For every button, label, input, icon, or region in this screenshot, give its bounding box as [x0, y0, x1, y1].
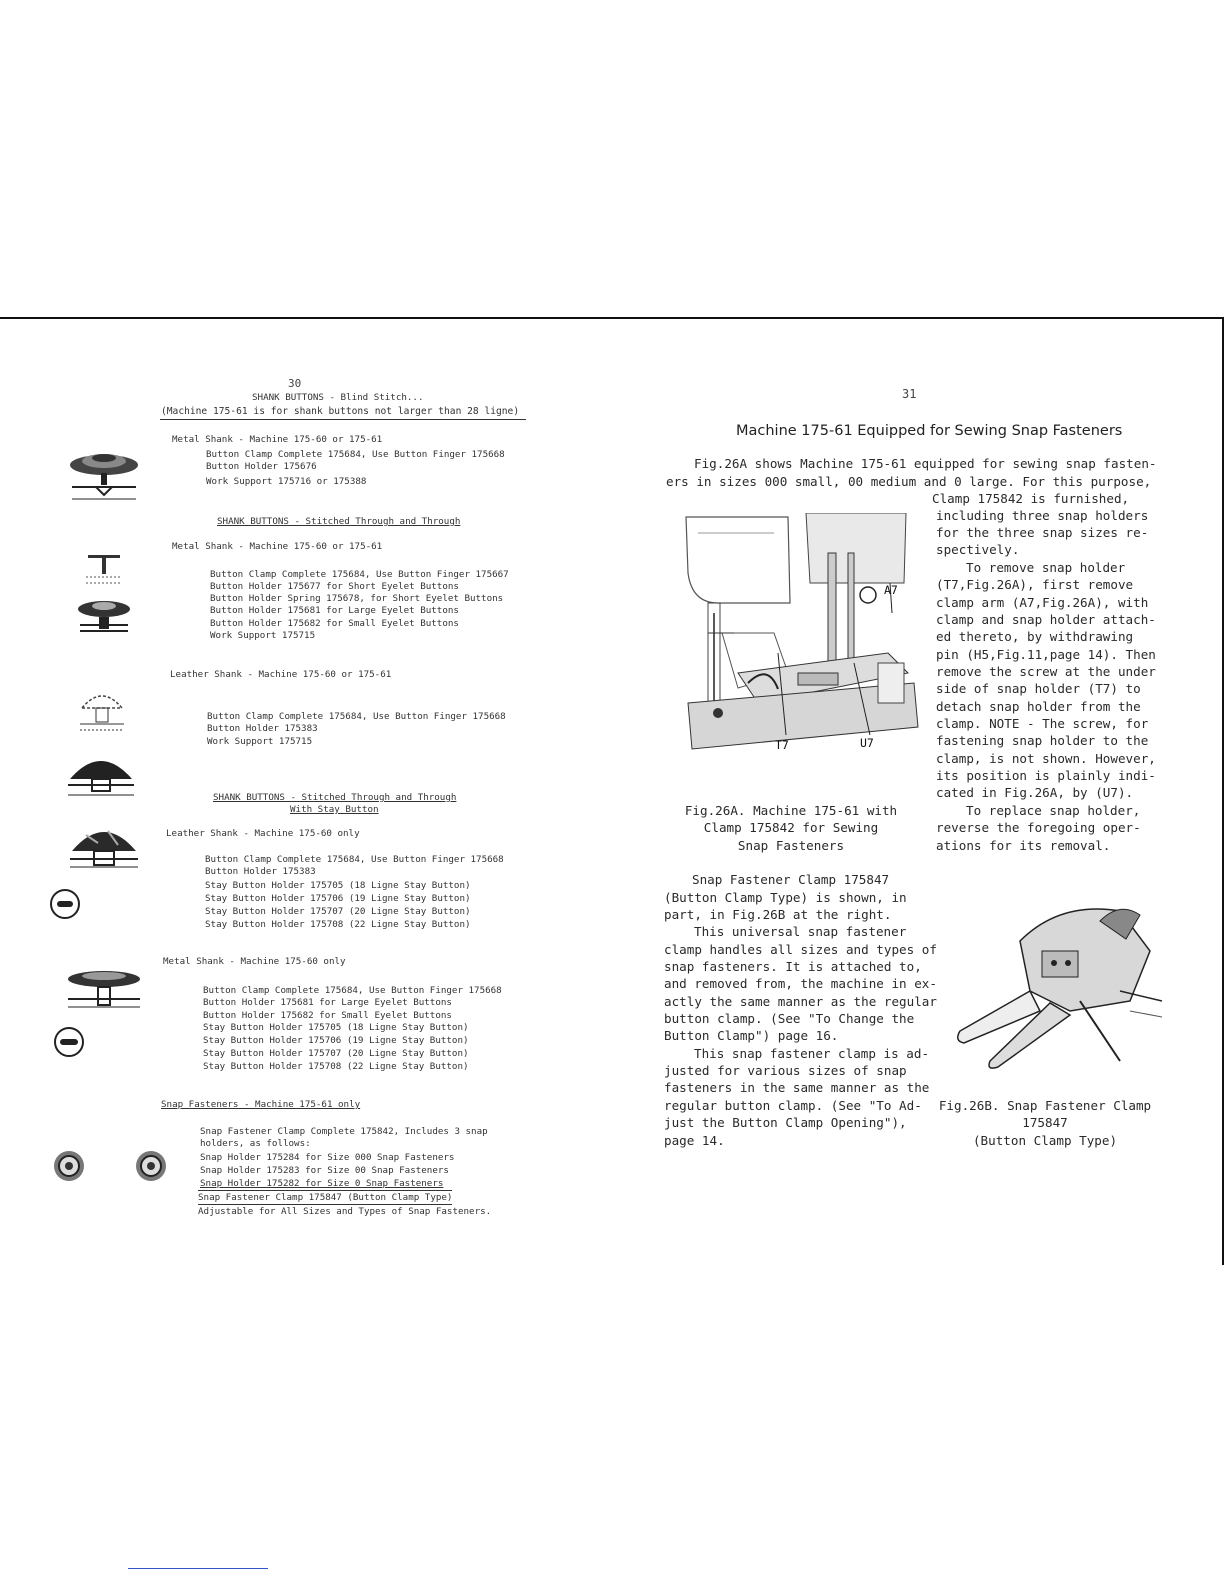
stay-button-icon: [52, 1025, 86, 1059]
body-line: This universal snap fastener: [694, 924, 907, 939]
body-line: ers in sizes 000 small, 00 medium and 0 large. For this purpose,: [666, 474, 1152, 489]
parts-line: Stay Button Holder 175708 (22 Ligne Stay Button): [205, 919, 471, 930]
body-line: ed thereto, by withdrawing: [936, 629, 1134, 644]
parts-line: Button Clamp Complete 175684, Use Button Finger 175668: [207, 711, 506, 722]
divider: [160, 419, 526, 420]
parts-line: Button Holder 175682 for Small Eyelet Buttons: [203, 1010, 452, 1021]
body-line: pin (H5,Fig.11,page 14). Then: [936, 647, 1156, 662]
subsection-title: Snap Fasteners - Machine 175-61 only: [161, 1099, 361, 1110]
page-number: 30: [288, 377, 302, 390]
parts-line: Button Holder 175383: [205, 866, 316, 877]
parts-line: Button Holder 175677 for Short Eyelet Buttons: [210, 581, 459, 592]
footer-rule: [128, 1568, 268, 1569]
left-page: [0, 319, 610, 1265]
body-line: actly the same manner as the regular: [664, 994, 937, 1009]
metal-stay-button-icon: [64, 965, 144, 1027]
body-line: Button Clamp") page 16.: [664, 1028, 839, 1043]
parts-line: Button Clamp Complete 175684, Use Button Finger 175668: [205, 854, 504, 865]
section-heading: SHANK BUTTONS - Stitched Through and Through: [217, 516, 461, 527]
body-line: ations for its removal.: [936, 838, 1111, 853]
book-spread: [0, 317, 1224, 1265]
body-line: justed for various sizes of snap: [664, 1063, 907, 1078]
figure-label-a7: A7: [884, 583, 898, 597]
parts-line: Adjustable for All Sizes and Types of Snap Fasteners.: [198, 1206, 492, 1217]
parts-line: Work Support 175715: [210, 630, 316, 641]
body-line: clamp, is not shown. However,: [936, 751, 1156, 766]
snap-fastener-clamp-figure: [950, 891, 1164, 1077]
parts-line: Stay Button Holder 175708 (22 Ligne Stay Button): [203, 1061, 469, 1072]
figure-label-u7: U7: [860, 736, 874, 750]
body-line: Clamp 175842 is furnished,: [932, 491, 1130, 506]
body-line: remove the screw at the under: [936, 664, 1156, 679]
body-line: cated in Fig.26A, by (U7).: [936, 785, 1134, 800]
right-page: [610, 319, 1222, 1265]
body-line: regular button clamp. (See "To Ad-: [664, 1098, 922, 1113]
figure-label-t7: T7: [775, 738, 789, 752]
parts-line: Snap Holder 175283 for Size 00 Snap Fasteners: [200, 1165, 449, 1176]
body-line: page 14.: [664, 1133, 725, 1148]
metal-eyelet-button-icon: [74, 597, 134, 639]
parts-line: Button Holder 175383: [207, 723, 318, 734]
subsection-title: Metal Shank - Machine 175-60 or 175-61: [172, 541, 383, 552]
subsection-title: Leather Shank - Machine 175-60 or 175-61: [170, 669, 392, 680]
parts-line: Button Clamp Complete 175684, Use Button Finger 175668: [206, 449, 505, 460]
parts-line: Snap Holder 175284 for Size 000 Snap Fasteners: [200, 1152, 455, 1163]
figure-caption: Fig.26A. Machine 175-61 with: [684, 803, 898, 818]
parts-line: Button Clamp Complete 175684, Use Button Finger 175667: [210, 569, 509, 580]
body-line: detach snap holder from the: [936, 699, 1141, 714]
snap-fastener-icon: [134, 1149, 168, 1183]
body-line: snap fasteners. It is attached to,: [664, 959, 922, 974]
figure-caption: Clamp 175842 for Sewing: [703, 820, 879, 835]
body-line: and removed from, the machine in ex-: [664, 976, 937, 991]
body-line: clamp handles all sizes and types of: [664, 942, 937, 957]
parts-line: Stay Button Holder 175705 (18 Ligne Stay Button): [205, 880, 471, 891]
page-number: 31: [902, 387, 917, 401]
parts-line: Button Holder 175676: [206, 461, 317, 472]
leather-stay-button-icon: [68, 821, 140, 883]
subsection-title: Metal Shank - Machine 175-60 or 175-61: [172, 434, 383, 445]
metal-eyelet-button-icon: [84, 551, 124, 591]
body-line: To remove snap holder: [966, 560, 1126, 575]
page-title: Machine 175-61 Equipped for Sewing Snap Fasteners: [736, 423, 1123, 439]
body-line: part, in Fig.26B at the right.: [664, 907, 892, 922]
section-heading: With Stay Button: [290, 804, 379, 815]
body-line: clamp and snap holder attach-: [936, 612, 1156, 627]
body-line: clamp. NOTE - The screw, for: [936, 716, 1149, 731]
parts-line: Button Holder 175681 for Large Eyelet Buttons: [203, 997, 452, 1008]
body-line: fasteners in the same manner as the: [664, 1080, 930, 1095]
parts-line: Stay Button Holder 175707 (20 Ligne Stay Button): [205, 906, 471, 917]
section-note: (Machine 175-61 is for shank buttons not larger than 28 ligne): [161, 406, 520, 417]
parts-line: Button Clamp Complete 175684, Use Button Finger 175668: [203, 985, 502, 996]
metal-shank-button-icon: [66, 437, 142, 509]
parts-line: Work Support 175715: [207, 736, 313, 747]
leather-shank-button-icon: [66, 749, 136, 805]
figure-caption: Fig.26B. Snap Fastener Clamp: [938, 1098, 1152, 1113]
leather-shank-button-icon: [76, 684, 128, 742]
body-line: This snap fastener clamp is ad-: [694, 1046, 930, 1061]
subsection-title: Leather Shank - Machine 175-60 only: [166, 828, 360, 839]
subsection-title: Metal Shank - Machine 175-60 only: [163, 956, 346, 967]
parts-line: Snap Fastener Clamp 175847 (Button Clamp Type): [198, 1192, 453, 1203]
parts-line: Stay Button Holder 175706 (19 Ligne Stay Button): [203, 1035, 469, 1046]
body-line: button clamp. (See "To Change the: [664, 1011, 915, 1026]
body-line: Snap Fastener Clamp 175847: [692, 872, 890, 887]
parts-line: Button Holder Spring 175678, for Short Eyelet Buttons: [210, 593, 504, 604]
section-heading: SHANK BUTTONS - Stitched Through and Through: [213, 792, 457, 803]
body-line: just the Button Clamp Opening"),: [664, 1115, 907, 1130]
figure-caption: (Button Clamp Type): [972, 1133, 1118, 1148]
machine-175-61-figure: [678, 513, 924, 753]
body-line: (Button Clamp Type) is shown, in: [664, 890, 907, 905]
body-line: side of snap holder (T7) to: [936, 681, 1141, 696]
body-line: fastening snap holder to the: [936, 733, 1149, 748]
figure-caption: 175847: [1022, 1115, 1068, 1130]
parts-line: Work Support 175716 or 175388: [206, 476, 367, 487]
body-line: its position is plainly indi-: [936, 768, 1156, 783]
parts-line: Button Holder 175682 for Small Eyelet Buttons: [210, 618, 459, 629]
parts-line: holders, as follows:: [200, 1138, 311, 1149]
body-line: for the three snap sizes re-: [936, 525, 1149, 540]
body-line: Fig.26A shows Machine 175-61 equipped for sewing snap fasten-: [694, 456, 1157, 471]
stay-button-icon: [48, 887, 82, 921]
body-line: clamp arm (A7,Fig.26A), with: [936, 595, 1149, 610]
body-line: including three snap holders: [936, 508, 1149, 523]
body-line: reverse the foregoing oper-: [936, 820, 1141, 835]
figure-caption: Snap Fasteners: [737, 838, 845, 853]
body-line: (T7,Fig.26A), first remove: [936, 577, 1134, 592]
parts-line: Button Holder 175681 for Large Eyelet Buttons: [210, 605, 459, 616]
body-line: spectively.: [936, 542, 1020, 557]
parts-line: Snap Holder 175282 for Size 0 Snap Fasteners: [200, 1178, 444, 1189]
body-line: To replace snap holder,: [966, 803, 1141, 818]
parts-line: Stay Button Holder 175706 (19 Ligne Stay Button): [205, 893, 471, 904]
section-heading: SHANK BUTTONS - Blind Stitch...: [252, 392, 424, 403]
parts-line: Stay Button Holder 175705 (18 Ligne Stay Button): [203, 1022, 469, 1033]
snap-fastener-icon: [52, 1149, 86, 1183]
parts-line: Snap Fastener Clamp Complete 175842, Includes 3 snap: [200, 1126, 488, 1137]
parts-line: Stay Button Holder 175707 (20 Ligne Stay Button): [203, 1048, 469, 1059]
